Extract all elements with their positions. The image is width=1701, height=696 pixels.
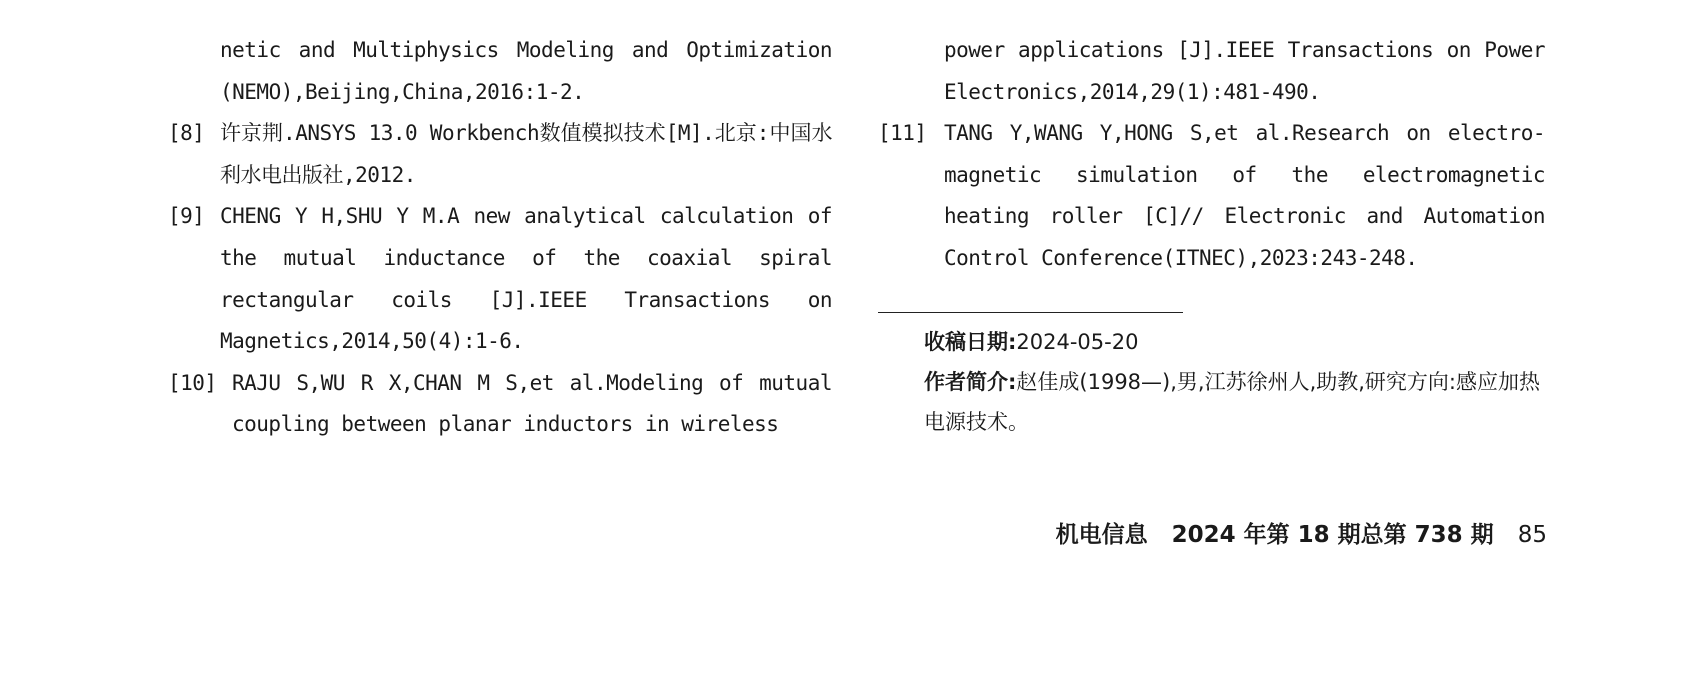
reference-9 [168,196,832,362]
reference-text: TANG Y,WANG Y,HONG S,et al.Research on electro-magnetic simulation of the electromagnetic heating roller [C]// Electronic and Automation Control Conference(ITNEC),2023:243-248. [944,121,1545,270]
reference-text: CHENG Y H,SHU Y M.A new analytical calculation of the mutual inductance of the coaxial spiral rectangular coils [J].IEEE Transactions on Magnetics,2014,50(4):1-6. [220,204,832,354]
author-value: 赵佳成(1998—),男,江苏徐州人,助教,研究方向:感应加热电源技术。 [924,370,1541,434]
received-date [878,322,1545,362]
reference-number: [9] [168,204,205,229]
reference-8 [168,113,832,196]
reference-number: [10] [168,370,217,395]
reference-number: [8] [168,121,205,146]
issue-info: 2024 年第 18 期总第 738 期 [1171,522,1494,548]
left-column [168,30,832,446]
received-value: 2024-05-20 [1016,330,1139,354]
reference-text: netic and Multiphysics Modeling and Optimization (NEMO),Beijing,China,2016:1-2. [220,38,832,104]
footnote-divider [878,312,1183,313]
page-footer [1056,516,1547,549]
page-number: 85 [1517,522,1547,548]
reference-text: power applications [J].IEEE Transactions on Power Electronics,2014,29(1):481-490. [944,38,1545,104]
reference-10-continuation [878,30,1545,113]
reference-10 [168,363,832,446]
author-bio [878,362,1545,442]
right-column [878,30,1545,280]
author-label: 作者简介: [924,370,1017,394]
reference-number: [11] [878,121,927,146]
reference-text: 许京荆.ANSYS 13.0 Workbench数值模拟技术[M].北京:中国水利水电出版社,2012. [220,121,832,187]
journal-name: 机电信息 [1055,522,1148,548]
received-label: 收稿日期: [924,330,1017,354]
reference-7-continuation [168,30,832,113]
reference-11 [878,113,1545,279]
reference-text: RAJU S,WU R X,CHAN M S,et al.Modeling of mutual coupling between planar inductors in wireless [232,370,832,437]
